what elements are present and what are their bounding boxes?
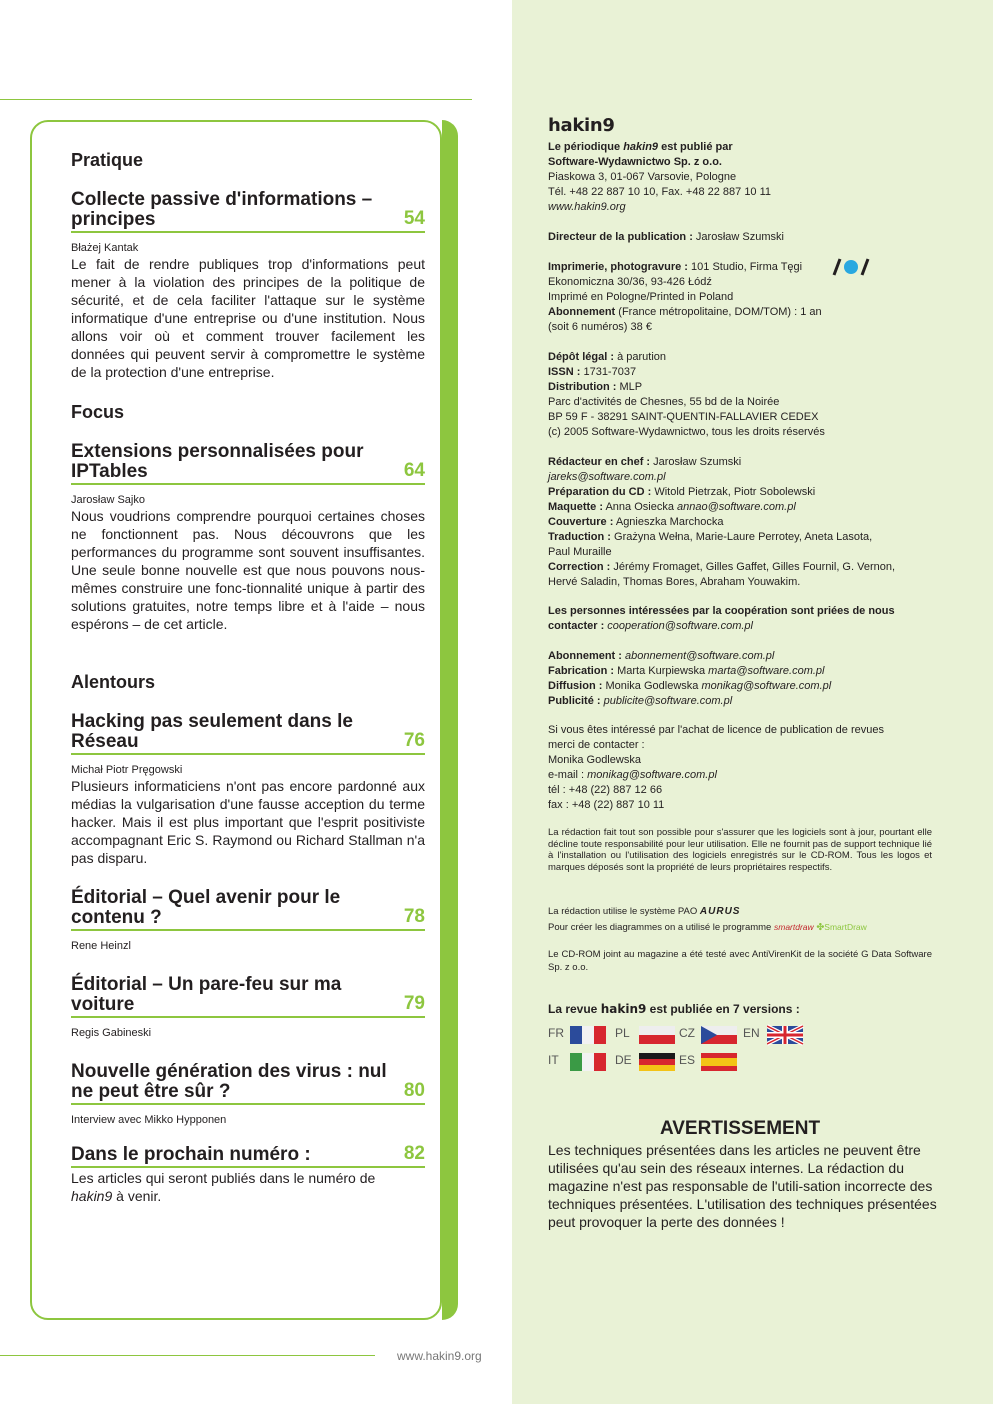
article-title[interactable]: Dans le prochain numéro :	[71, 1144, 311, 1165]
toc-article[interactable]	[71, 190, 425, 381]
article-header	[71, 888, 425, 931]
article-title[interactable]: Éditorial – Un pare-feu sur ma voiture	[71, 974, 342, 1015]
article-author: Rene Heinzl	[71, 940, 131, 952]
studio-101-logo-icon	[832, 258, 870, 276]
article-author: Michał Piotr Pręgowski	[71, 764, 183, 776]
france-flag-icon	[570, 1024, 608, 1046]
legal-block: Dépôt légal : à parution ISSN : 1731-7037 Distribution : MLP Parc d'activités de Chesnes, 55 bd de la Noirée BP 59 F - 38291 SAINT-QUENTIN-FALLAVIER CEDEX (c) 2005 Software-Wydawnictwo, tous les droits réservés	[548, 351, 825, 438]
article-page-number: 64	[403, 460, 425, 481]
article-header	[71, 712, 425, 755]
section-title-alentours: Alentours	[71, 672, 156, 692]
cooperation-email-link[interactable]: cooperation@software.com.pl	[604, 620, 753, 632]
contacts-block: Abonnement : abonnement@software.com.pl Fabrication : Marta Kurpiewska marta@software.com.pl Diffusion : Monika Godlewska monikag@software.com.pl Publicité : publicite@software.com.pl	[548, 650, 832, 707]
diffusion-email-link[interactable]: monikag@software.com.pl	[701, 680, 832, 692]
article-page-number: 76	[403, 730, 425, 751]
smartdraw-icon: ✤	[816, 921, 825, 933]
spain-flag-icon	[701, 1051, 739, 1073]
article-author: Jarosław Sajko	[71, 494, 145, 506]
publisher-block: Le périodique hakin9 est publié par Software-Wydawnictwo Sp. z o.o. Piaskowa 3, 01-067 Varsovie, Pologne Tél. +48 22 887 10 10, Fax. +48 22 887 10 11 www.hakin9.org	[548, 141, 772, 213]
toc-article[interactable]	[71, 712, 425, 867]
article-title[interactable]: Éditorial – Quel avenir pour le contenu ?	[71, 887, 341, 928]
article-page-number: 79	[403, 993, 425, 1014]
warning-title: AVERTISSEMENT	[659, 1118, 821, 1139]
footer-url[interactable]: www.hakin9.org	[397, 1349, 482, 1363]
italy-flag-icon	[570, 1051, 608, 1073]
article-description: Le fait de rendre publiques trop d'informations peut mener à la violation des principes de la politique de sécurité, et de cela faciliter l'attaque sur le système informatique d'une entreprise ou d'une institution. Nous allons voir où et comment trouver facilement les données qui peuvent servir à compromettre le système de la protection d'une entreprise.	[71, 256, 425, 380]
article-author: Interview avec Mikko Hypponen	[71, 1114, 227, 1126]
article-page-number: 82	[403, 1143, 425, 1164]
article-header	[71, 190, 425, 233]
layout-email-link[interactable]: annao@software.com.pl	[677, 501, 796, 513]
toc-article[interactable]	[71, 1145, 425, 1205]
director-line: Directeur de la publication : Jarosław Szumski	[548, 231, 784, 243]
section-title-pratique: Pratique	[71, 150, 144, 170]
czech-flag-icon	[701, 1024, 739, 1046]
cdrom-note: Le CD-ROM joint au magazine a été testé avec AntiVirenKit de la société G Data Software Sp. z o.o.	[548, 949, 932, 973]
subscription-email-link[interactable]: abonnement@software.com.pl	[621, 650, 775, 662]
article-header	[71, 975, 425, 1018]
article-description: Les articles qui seront publiés dans le numéro de hakin9 à venir.	[71, 1170, 376, 1204]
printer-block: Imprimerie, photogravure : 101 Studio, Firma Tęgi Ekonomiczna 30/36, 93-426 Łódź Imprimé en Pologne/Printed in Poland Abonnement (France métropolitaine, DOM/TOM) : 1 an (soit 6 numéros) 38 €	[548, 261, 822, 333]
warning-text: Les techniques présentées dans les articles ne peuvent être utilisées qu'au sein des réseaux internes. La rédaction du magazine n'est pas responsable de l'utili-sation incorrecte des techniques présentées. L'utilisation des techniques présentées peut provoquer la perte des données !	[548, 1142, 937, 1230]
article-page-number: 80	[403, 1080, 425, 1101]
article-title[interactable]: Collecte passive d'informations – principes	[71, 189, 373, 230]
article-author: Regis Gabineski	[71, 1027, 152, 1039]
article-header	[71, 1062, 425, 1105]
poland-flag-icon	[639, 1024, 677, 1046]
toc-box-shadow	[442, 120, 458, 1320]
hakin9-logo: hakin9	[548, 115, 615, 136]
website-link[interactable]: www.hakin9.org	[548, 201, 626, 213]
disclaimer-text: La rédaction fait tout son possible pour s'assurer que les logiciels sont à jour, pourtant elle décline toute responsabilité pour leur utilisation. Elle ne fournit pas de support technique lié à l'installation ou l'utilisation des logiciels enregistrés sur le CD-ROM. Tous les logos et marques déposés sont la propriété de leurs propriétaires respectifs.	[548, 827, 932, 873]
advertising-email-link[interactable]: publicite@software.com.pl	[600, 695, 733, 707]
article-author: Błażej Kantak	[71, 242, 139, 254]
article-title[interactable]: Extensions personnalisées pour IPTables	[71, 441, 364, 482]
aurus-logo: AURUS	[699, 906, 741, 917]
article-description: Nous voudrions comprendre pourquoi certaines choses ne fonctionnent pas. Nous découvrons que les performances du programme sont souvent insuffisantes. Une seule bonne nouvelle est que nous pouvons nous-mêmes construire une fonc-tionnalité unique à partir des solutions gratuites, notre temps libre et à l'aide – nous espérons – de cet article.	[71, 508, 425, 632]
bottom-divider	[0, 1355, 375, 1356]
versions-title: La revue hakin9 est publiée en 7 versions :	[548, 1002, 800, 1016]
section-title-focus: Focus	[71, 402, 125, 422]
article-page-number: 78	[403, 906, 425, 927]
article-title[interactable]: Nouvelle génération des virus : nul ne peut être sûr ?	[71, 1061, 387, 1102]
toc-article[interactable]	[71, 888, 425, 953]
article-page-number: 54	[403, 208, 425, 229]
license-email-link[interactable]: monikag@software.com.pl	[587, 769, 717, 781]
fabrication-email-link[interactable]: marta@software.com.pl	[708, 665, 825, 677]
top-divider	[0, 99, 472, 100]
article-description: Plusieurs informaticiens n'ont pas encore pardonné aux médias la vulgarisation d'une fausse acception du terme hacker. Mais il est plus important que l'esprit positiviste accompagnant Eric S. Raymond ou Richard Stallman n'a pas disparu.	[71, 778, 425, 866]
staff-block: Rédacteur en chef : Jarosław Szumski jareks@software.com.pl Préparation du CD : Witold Pietrzak, Piotr Sobolewski Maquette : Anna Osiecka annao@software.com.pl Couverture : Agnieszka Marchocka Traduction : Grażyna Wełna, Marie-Laure Perrotey, Aneta Lasota, Paul Muraille Correction : Jérémy Fromaget, Gilles Gaffet, Gilles Fournil, G. Vernon, Hervé Saladin, Thomas Bores, Abraham Youwakim.	[548, 456, 896, 588]
chief-email-link[interactable]: jareks@software.com.pl	[548, 471, 666, 483]
article-title[interactable]: Hacking pas seulement dans le Réseau	[71, 711, 353, 752]
software-credits: La rédaction utilise le système PAO AURUS Pour créer les diagrammes on a utilisé le programme smartdraw ✤SmartDraw	[548, 906, 867, 933]
uk-flag-icon	[767, 1024, 805, 1046]
toc-article[interactable]	[71, 442, 425, 633]
article-header	[71, 1145, 425, 1168]
germany-flag-icon	[639, 1051, 677, 1073]
toc-article[interactable]	[71, 1062, 425, 1127]
license-block: Si vous êtes intéressé par l'achat de licence de publication de revues merci de contacter : Monika Godlewska e-mail : monikag@software.com.pl tél : +48 (22) 887 12 66 fax : +48 (22) 887 10 11	[548, 724, 884, 811]
toc-article[interactable]	[71, 975, 425, 1040]
cooperation-block: Les personnes intéressées par la coopération sont priées de nous contacter : cooperation@software.com.pl	[548, 605, 895, 632]
smartdraw-logo: smartdraw	[773, 921, 814, 932]
article-header	[71, 442, 425, 485]
